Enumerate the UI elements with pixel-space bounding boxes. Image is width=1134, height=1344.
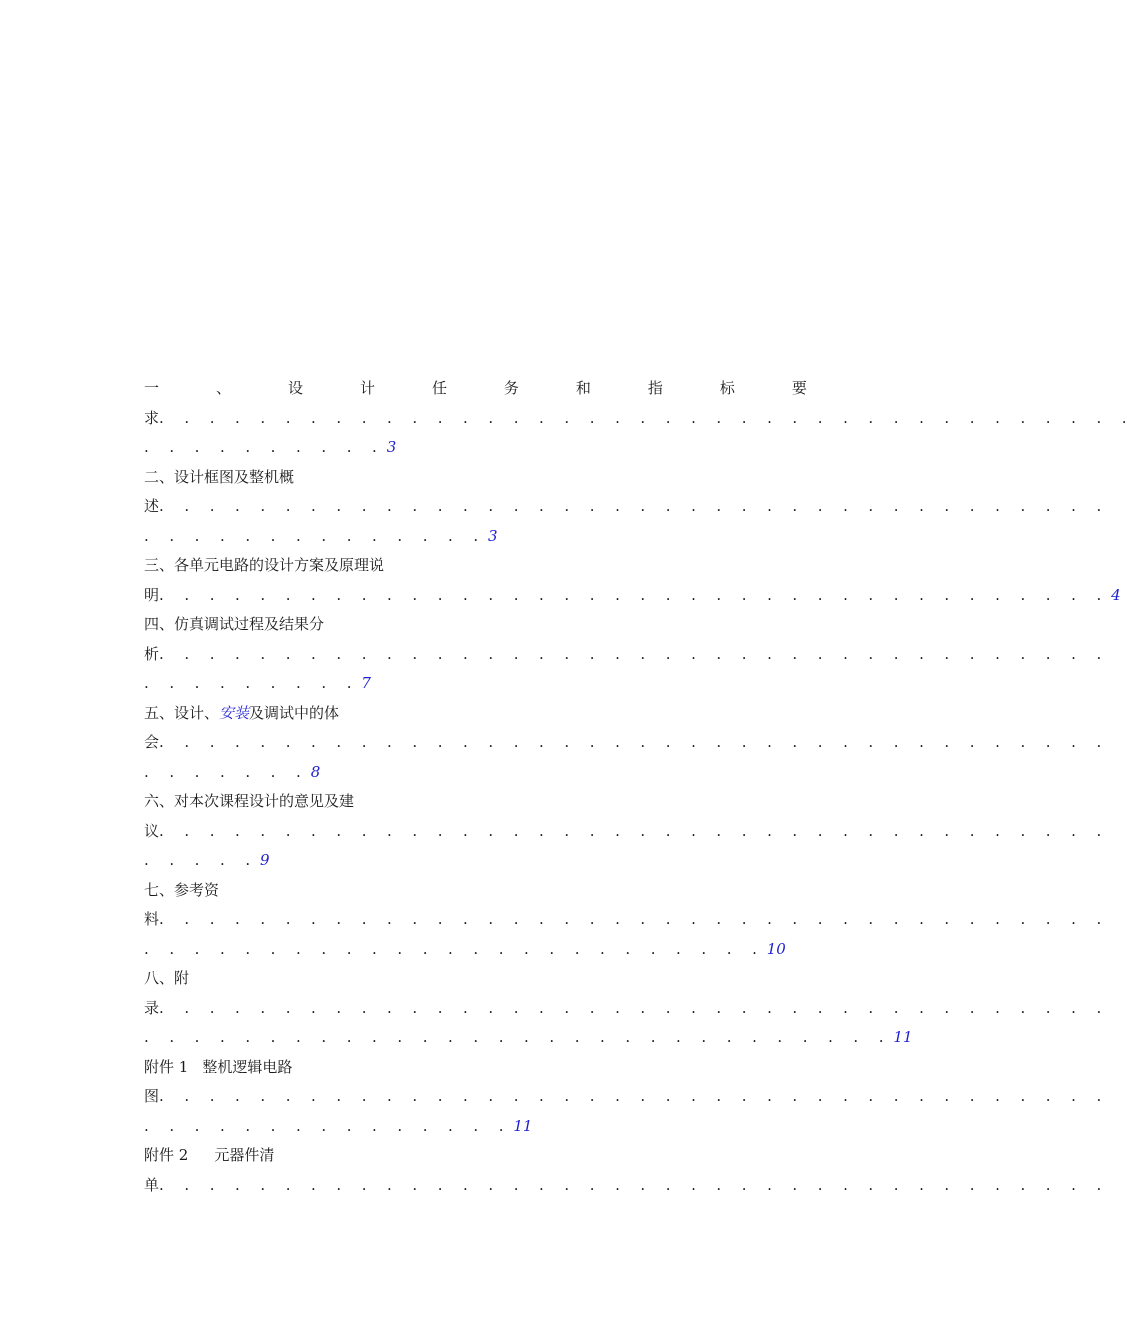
appendix-label: 附件 1 — [144, 1057, 189, 1076]
page-number-link[interactable]: 3 — [488, 526, 498, 545]
leader-dots: . . . . . . . . . . . . . . . . . . . . . . . . . . . . . . . . . . . . . . — [159, 998, 1110, 1017]
toc-entry-1-page-line — [144, 433, 807, 463]
toc-entry-2-page-line — [144, 522, 807, 552]
toc-title: 六、对本次课程设计的意见及建 — [144, 792, 355, 810]
page-number-link[interactable]: 7 — [361, 674, 371, 692]
toc-char: 要 — [791, 379, 807, 397]
leader-dots: . . . . . . . . . . . . . . . . . . . . . . . . . . . . . . . . . . . . . . — [159, 497, 1110, 515]
leader-dots: . . . . . . . . . . . . . . . . . . . . . . . . . . . . . . . . . . . . . . — [159, 644, 1110, 663]
toc-entry-1-title[interactable] — [144, 374, 807, 404]
toc-char: 务 — [503, 379, 519, 397]
toc-title: 四、仿真调试过程及结果分 — [144, 615, 325, 633]
leader-dots: . . . . . — [144, 851, 259, 869]
toc-entry-1-leader — [144, 404, 1134, 434]
toc-char: 录 — [144, 998, 160, 1017]
page-number-link[interactable]: 4 — [1111, 585, 1121, 604]
leader-dots: . . . . . . . . . . . . . . . — [144, 1116, 512, 1135]
table-of-contents — [144, 374, 1134, 1200]
page-number-link[interactable]: 11 — [513, 1116, 533, 1135]
toc-entry-10-leader — [144, 1171, 1110, 1201]
toc-entry-6-page-line — [144, 846, 807, 876]
leader-dots: . . . . . . . . . . . . . . . . . . . . . . . . . . . . . . . . . . . . . . — [159, 1087, 1110, 1105]
leader-dots: . . . . . . . . . . . . . . — [144, 526, 487, 545]
toc-entry-8-leader — [144, 994, 1110, 1024]
toc-entry-9-title[interactable] — [144, 1053, 807, 1083]
leader-dots: . . . . . . . . . . . . . . . . . . . . . . . . . . . . . . . . . . . . . . — [159, 910, 1110, 928]
toc-entry-6-title[interactable] — [144, 787, 807, 817]
toc-char: 求 — [144, 408, 160, 427]
toc-entry-3-title[interactable] — [144, 551, 807, 581]
toc-char: 标 — [719, 379, 735, 397]
toc-title: 整机逻辑电路 — [202, 1057, 293, 1076]
toc-entry-4-leader — [144, 640, 1110, 670]
toc-title: 二、设计框图及整机概 — [144, 467, 295, 486]
toc-entry-10-title[interactable] — [144, 1141, 807, 1171]
toc-char: 图 — [144, 1087, 160, 1105]
leader-dots: . . . . . . . . . . . . . . . . . . . . . . . . . . . . . . . . . . . . . . — [159, 1175, 1110, 1194]
toc-char: 会 — [144, 733, 160, 751]
toc-entry-8-title[interactable] — [144, 964, 807, 994]
toc-entry-6-leader — [144, 817, 1110, 847]
page-number-link[interactable]: 10 — [766, 939, 786, 958]
page-number-link[interactable]: 3 — [386, 438, 397, 456]
toc-char: 析 — [144, 644, 160, 663]
toc-entry-8-page-line — [144, 1023, 913, 1053]
toc-title: 八、附 — [144, 969, 190, 987]
toc-entry-2-leader — [144, 492, 1110, 522]
leader-dots: . . . . . . . . . . . . . . . . . . . . . . . . . . . . . . . . . . . . . . . — [159, 408, 1134, 427]
leader-dots: . . . . . . . . . . . . . . . . . . . . . . . . . . . . . . — [144, 1028, 892, 1046]
toc-char: 计 — [359, 379, 375, 397]
leader-dots: . . . . . . . . . . — [144, 438, 385, 456]
toc-entry-2-title[interactable] — [144, 463, 807, 493]
toc-char: 料 — [144, 910, 160, 928]
toc-entry-4-page-line — [144, 669, 807, 699]
toc-entry-3-leader — [144, 581, 1121, 611]
toc-entry-7-title[interactable] — [144, 876, 807, 906]
leader-dots: . . . . . . . . . . . . . . . . . . . . . . . . . . . . . . . . . . . . . . — [159, 585, 1110, 604]
appendix-label: 附件 2 — [144, 1146, 189, 1164]
toc-char: 议 — [144, 821, 160, 840]
leader-dots: . . . . . . . . . — [144, 674, 360, 692]
toc-entry-9-page-line — [144, 1112, 807, 1142]
toc-char: 单 — [144, 1175, 160, 1194]
page-number-link[interactable]: 9 — [260, 851, 270, 869]
toc-char: 和 — [575, 379, 591, 397]
leader-dots: . . . . . . . . . . . . . . . . . . . . . . . . . . . . . . . . . . . . . . — [159, 821, 1110, 840]
toc-entry-5-page-line — [144, 758, 807, 788]
hyperlink-text[interactable]: 安装 — [219, 703, 250, 722]
toc-title: 三、各单元电路的设计方案及原理说 — [144, 556, 385, 574]
toc-char: 述 — [144, 497, 160, 515]
toc-entry-4-title[interactable] — [144, 610, 807, 640]
toc-entry-5-leader — [144, 728, 1110, 758]
page-number-link[interactable]: 11 — [893, 1028, 913, 1046]
toc-title: 七、参考资 — [144, 880, 220, 899]
toc-char: 任 — [431, 379, 447, 397]
toc-char: 明 — [144, 585, 160, 604]
page-number-link[interactable]: 8 — [310, 762, 321, 781]
leader-dots: . . . . . . . — [144, 762, 309, 781]
leader-dots: . . . . . . . . . . . . . . . . . . . . . . . . . — [144, 939, 765, 958]
toc-title: 及调试中的体 — [249, 703, 340, 722]
toc-entry-7-page-line — [144, 935, 807, 965]
toc-title: 元器件清 — [214, 1146, 275, 1164]
toc-char: 、 — [215, 379, 231, 397]
toc-entry-7-leader — [144, 905, 1110, 935]
toc-entry-5-title[interactable] — [144, 699, 807, 729]
toc-title: 五、设计、 — [144, 703, 220, 722]
toc-char: 一 — [144, 379, 160, 397]
toc-char: 指 — [647, 379, 663, 397]
toc-char: 设 — [287, 379, 303, 397]
toc-entry-9-leader — [144, 1082, 1110, 1112]
leader-dots: . . . . . . . . . . . . . . . . . . . . . . . . . . . . . . . . . . . . . . — [159, 733, 1110, 751]
